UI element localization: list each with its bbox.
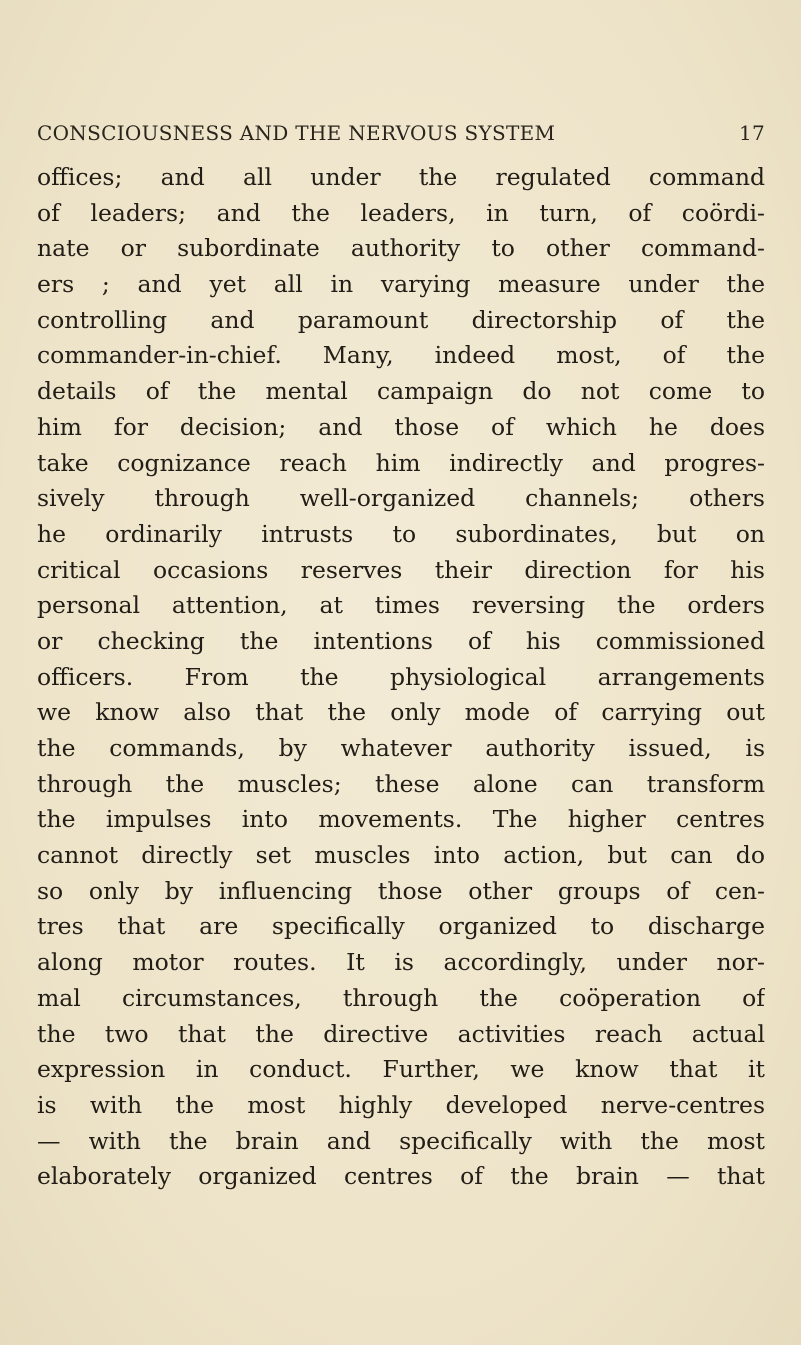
text-line: details of the mental campaign do not come to — [37, 377, 765, 406]
running-head — [37, 118, 765, 148]
text-line: commander-in-chief. Many, indeed most, of the — [37, 341, 765, 370]
text-line: nate or subordinate authority to other command- — [37, 234, 765, 263]
text-line: through the muscles; these alone can transform — [37, 769, 765, 798]
page-number: 17 — [738, 121, 765, 145]
text-line: the impulses into movements. The higher centres — [37, 805, 765, 834]
text-line: offices; and all under the regulated command — [37, 163, 765, 191]
text-line: so only by influencing those other groups of cen- — [37, 876, 765, 905]
text-line: or checking the intentions of his commissioned — [37, 626, 765, 655]
text-line: he ordinarily intrusts to subordinates, but on — [37, 519, 765, 548]
text-line: him for decision; and those of which he does — [37, 412, 765, 441]
text-line: mal circumstances, through the coöperation of — [37, 983, 765, 1012]
text-line: is with the most highly developed nerve-centres — [37, 1090, 765, 1119]
text-line: ers ; and yet all in varying measure under the — [37, 270, 765, 299]
text-line: the commands, by whatever authority issued, is — [37, 734, 765, 762]
text-line: expression in conduct. Further, we know that it — [37, 1055, 765, 1084]
text-line: critical occasions reserves their direction for his — [37, 555, 765, 584]
text-line: the two that the directive activities reach actual — [37, 1019, 765, 1048]
running-head-title: CONSCIOUSNESS AND THE NERVOUS SYSTEM — [37, 121, 556, 145]
body-text — [37, 160, 765, 1195]
text-line: tres that are specifically organized to discharge — [37, 912, 765, 941]
text-line: officers. From the physiological arrangements — [37, 662, 765, 691]
text-line: — with the brain and specifically with the most — [37, 1126, 765, 1155]
text-line: controlling and paramount directorship of the — [37, 305, 765, 334]
text-line: take cognizance reach him indirectly and progres- — [37, 448, 765, 477]
text-line: elaborately organized centres of the brain — that — [37, 1162, 765, 1191]
text-line: cannot directly set muscles into action, but can do — [37, 841, 765, 870]
text-line: we know also that the only mode of carrying out — [37, 698, 765, 727]
text-line: along motor routes. It is accordingly, under nor- — [37, 948, 765, 977]
text-line: of leaders; and the leaders, in turn, of coördi- — [37, 198, 765, 227]
text-line: sively through well-organized channels; others — [37, 484, 765, 513]
text-line: personal attention, at times reversing the orders — [37, 591, 765, 620]
